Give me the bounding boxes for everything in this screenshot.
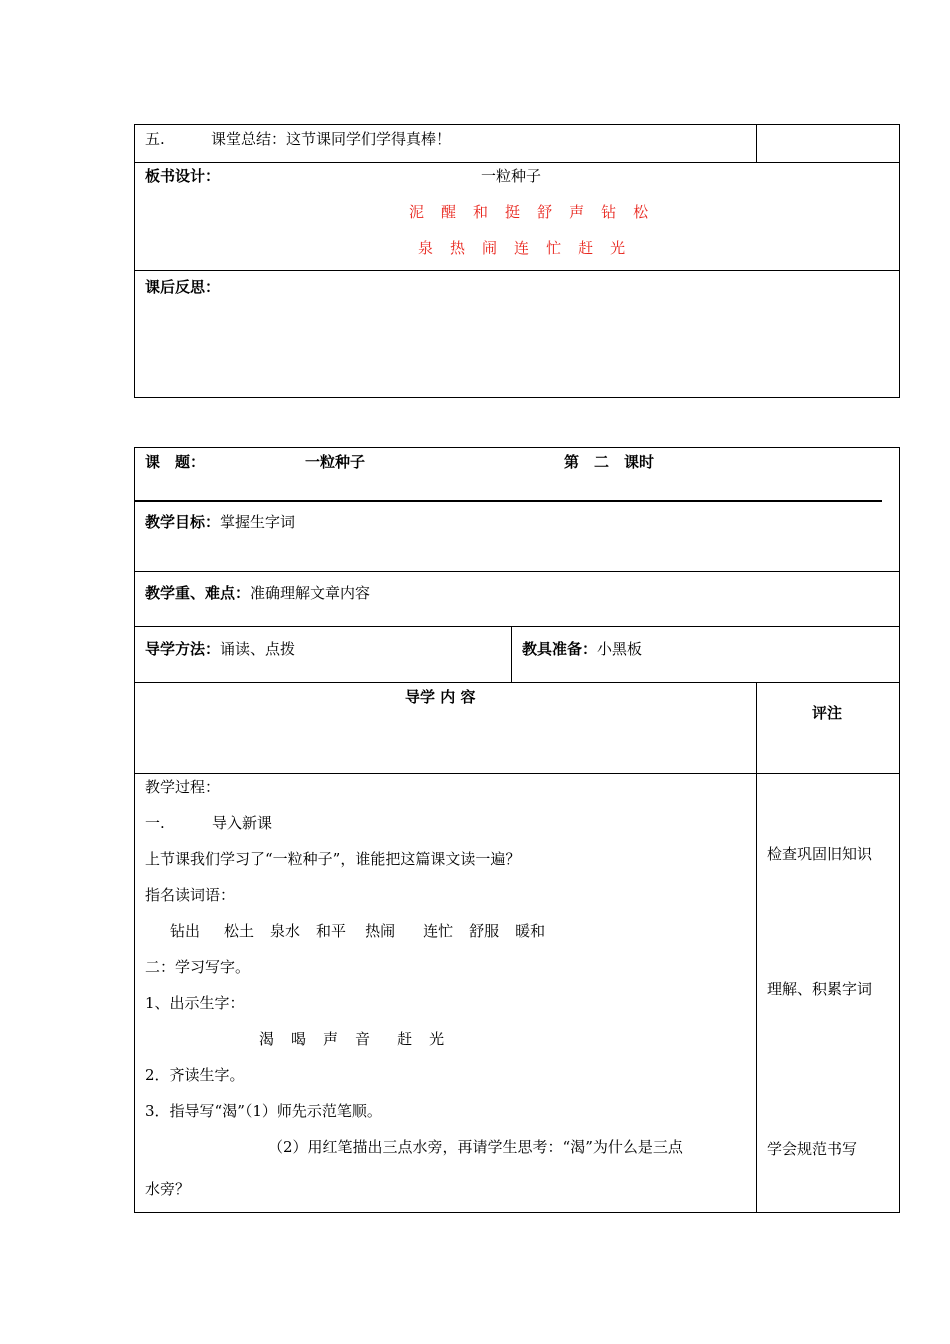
lesson-number: 第 二 课时 (564, 453, 655, 471)
board-char: 热 (450, 239, 466, 257)
char-item: 光 (429, 1030, 445, 1048)
goal-value: 掌握生字词 (220, 513, 296, 531)
char-item: 渴 (259, 1030, 275, 1048)
content-header: 导学 内 容 (405, 688, 476, 706)
process-title: 教学过程： (145, 778, 221, 796)
step1-question: 上节课我们学习了“一粒种子”，谁能把这篇课文读一遍？ (145, 850, 521, 868)
key-label: 教学重、难点： (145, 584, 251, 602)
row-divider (134, 626, 900, 627)
col-divider (756, 124, 757, 162)
board-char: 舒 (537, 203, 553, 221)
char-list (259, 1030, 444, 1048)
step2-3c: 水旁？ (145, 1180, 191, 1198)
reflection-label: 课后反思： (145, 278, 221, 296)
board-char: 和 (473, 203, 489, 221)
key-value: 准确理解文章内容 (250, 584, 371, 602)
goal-row (145, 513, 295, 531)
word-list (170, 922, 545, 940)
board-char: 醒 (441, 203, 457, 221)
word-item: 暖和 (515, 922, 546, 940)
char-item: 音 (355, 1030, 371, 1048)
comment-1: 检查巩固旧知识 (767, 845, 873, 863)
step2-1: 1、出示生字： (145, 994, 245, 1012)
board-char: 挺 (505, 203, 521, 221)
step2-title: 二：学习写字。 (145, 958, 251, 976)
board-char: 松 (633, 203, 649, 221)
summary-table (134, 124, 900, 398)
word-item: 和平 (316, 922, 347, 940)
char-item: 赶 (397, 1030, 413, 1048)
row-divider (134, 773, 900, 774)
summary-text: 课堂总结：这节课同学们学得真棒！ (211, 130, 452, 148)
comment-3: 学会规范书写 (767, 1140, 858, 1158)
word-item: 舒服 (469, 922, 500, 940)
char-item: 喝 (291, 1030, 307, 1048)
method-label: 导学方法： (145, 640, 221, 658)
row-divider (134, 270, 900, 271)
board-char: 赶 (578, 239, 594, 257)
comment-header: 评注 (812, 704, 843, 722)
row-divider (134, 571, 900, 572)
board-line-2 (418, 239, 625, 257)
step2-3: 3．指导写“渴”（1）师先示范笔顺。 (145, 1102, 382, 1120)
step2-2: 2．齐读生字。 (145, 1066, 245, 1084)
board-char: 泥 (409, 203, 425, 221)
board-line-1 (409, 203, 648, 221)
comment-2: 理解、积累字词 (767, 980, 873, 998)
col-divider (511, 626, 512, 682)
summary-number: 五. (145, 130, 165, 148)
board-title: 一粒种子 (481, 167, 542, 185)
words-label: 指名读词语： (145, 886, 236, 904)
board-char: 忙 (546, 239, 562, 257)
board-design-label: 板书设计： (145, 167, 221, 185)
board-char: 钻 (601, 203, 617, 221)
method-value: 诵读、点拨 (220, 640, 296, 658)
topic-label: 课 题： (145, 453, 206, 471)
goal-label: 教学目标： (145, 513, 221, 531)
char-item: 声 (323, 1030, 339, 1048)
step1-text: 导入新课 (212, 814, 273, 832)
step1-number: 一. (145, 814, 165, 832)
board-char: 泉 (418, 239, 434, 257)
tool-value: 小黑板 (597, 640, 643, 658)
board-char: 连 (514, 239, 530, 257)
topic-value: 一粒种子 (305, 453, 366, 471)
word-item: 连忙 (423, 922, 454, 940)
col-divider (756, 682, 757, 1213)
board-char: 闹 (482, 239, 498, 257)
tool-label: 教具准备： (522, 640, 598, 658)
board-char: 光 (610, 239, 626, 257)
topic-underline (134, 500, 882, 502)
word-item: 热闹 (365, 922, 396, 940)
word-item: 钻出 (170, 922, 201, 940)
word-item: 松土 (224, 922, 255, 940)
row-divider (134, 162, 900, 163)
method-row (145, 640, 295, 658)
tool-row (522, 640, 642, 658)
row-divider (134, 682, 900, 683)
step2-3b: （2）用红笔描出三点水旁，再请学生思考：“渴”为什么是三点 (268, 1138, 683, 1156)
key-row (145, 584, 370, 602)
board-char: 声 (569, 203, 585, 221)
word-item: 泉水 (270, 922, 301, 940)
